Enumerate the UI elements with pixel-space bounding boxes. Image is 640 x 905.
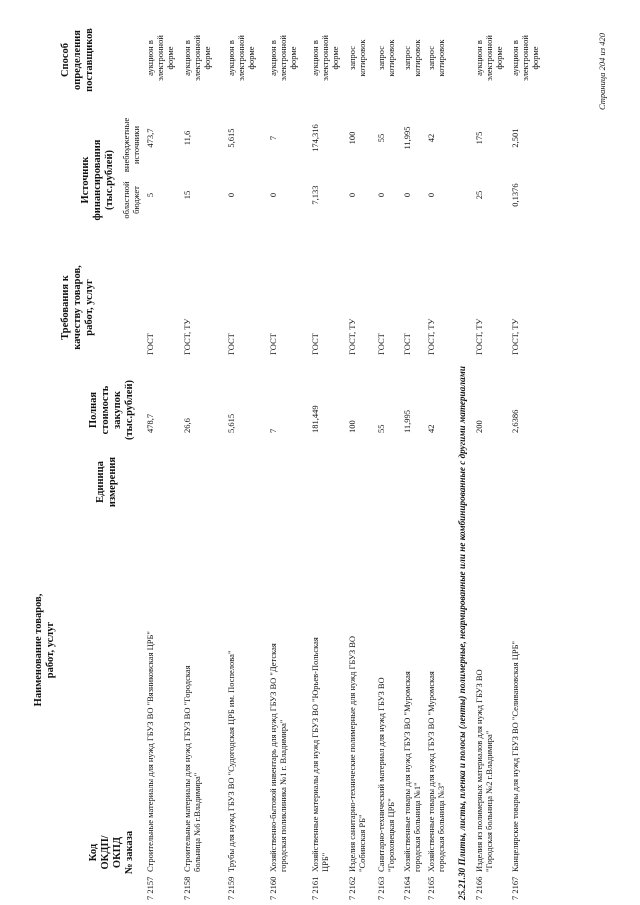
header-requirements: Требования к качеству товаров, работ, услуг [60, 265, 96, 350]
row-cost: 200 [474, 420, 484, 433]
row-method: аукцион в электронной форме [145, 35, 176, 81]
row-cost: 7 [268, 428, 278, 433]
row-method: аукцион в электронной форме [474, 35, 505, 81]
row-name: Хозяйственные товары для нужд ГБУЗ ВО "Муромская городская больница №1" [402, 671, 423, 872]
header-method: Способ определения поставщиков [60, 28, 96, 92]
row-method: запрос котировок [347, 39, 368, 77]
row-code: 7 2161 [310, 876, 320, 900]
row-offbudget: 55 [376, 133, 386, 143]
row-offbudget: 11,995 [402, 126, 412, 150]
row-requirements: ГОСТ [226, 333, 236, 355]
row-code: 7 2166 [474, 876, 484, 900]
row-cost: 42 [426, 424, 436, 433]
header-source-regional: областной бюджет [121, 181, 141, 219]
header-name: Наименование товаров, работ, услуг [33, 593, 57, 707]
row-code: 7 2160 [268, 876, 278, 900]
row-regional: 0 [268, 192, 278, 198]
header-source-offbudget: внебюджетные источники [121, 117, 141, 173]
row-requirements: ГОСТ [268, 333, 278, 355]
row-offbudget: 473,7 [145, 128, 155, 148]
row-method: запрос котировок [376, 39, 397, 77]
row-method: аукцион в электронной форме [226, 35, 257, 81]
row-cost: 100 [347, 420, 357, 433]
section-title: Плиты, листы, пленка и полосы (ленты) полимерные, неармированные или не комбинированные с другими материалами [457, 366, 467, 866]
page-number: Страница 204 из 420 [597, 33, 607, 110]
section-heading [457, 366, 467, 900]
row-cost: 55 [376, 424, 386, 433]
row-cost: 5,615 [226, 413, 236, 433]
header-cost: Полная стоимость закупок (тыс.рублей) [88, 379, 136, 441]
row-regional: 0 [376, 192, 386, 198]
row-offbudget: 100 [347, 131, 357, 145]
row-offbudget: 174,316 [310, 124, 320, 152]
row-code: 7 2157 [145, 876, 155, 900]
row-name: Трубы для нужд ГБУЗ ВО "Судогодская ЦРБ им. Поспелова" [226, 650, 236, 872]
row-requirements: ГОСТ, ТУ [347, 318, 357, 355]
section-code: 25.21.30 [457, 867, 467, 900]
row-requirements: ГОСТ, ТУ [426, 318, 436, 355]
row-name: Изделия санитарно-технические полимерные для нужд ГБУЗ ВО "Собинская РБ" [347, 635, 368, 872]
row-method: аукцион в электронной форме [182, 35, 213, 81]
row-cost: 26,6 [182, 418, 192, 433]
row-cost: 181,449 [310, 405, 320, 433]
row-code: 7 2167 [510, 876, 520, 900]
row-regional: 0 [402, 192, 412, 198]
row-method: аукцион в электронной форме [310, 35, 341, 81]
row-regional: 5 [145, 192, 155, 198]
row-regional: 15 [182, 190, 192, 200]
row-requirements: ГОСТ [310, 333, 320, 355]
row-code: 7 2162 [347, 876, 357, 900]
row-regional: 0,1376 [510, 183, 520, 207]
row-name: Строительные материалы для нужд ГБУЗ ВО "Городская больница №6 г.Владимира" [182, 665, 203, 872]
row-regional: 7,133 [310, 185, 320, 205]
row-offbudget: 175 [474, 131, 484, 145]
row-cost: 478,7 [145, 413, 155, 433]
row-requirements: ГОСТ [145, 333, 155, 355]
row-code: 7 2165 [426, 876, 436, 900]
row-regional: 0 [347, 192, 357, 198]
row-code: 7 2159 [226, 876, 236, 900]
row-requirements: ГОСТ, ТУ [510, 318, 520, 355]
row-offbudget: 11,6 [182, 130, 192, 146]
row-offbudget: 5,615 [226, 128, 236, 148]
row-name: Хозяйственные товары для нужд ГБУЗ ВО "Муромская городская больница №3" [426, 671, 447, 872]
header-source: Источник финансирования (тыс.рублей) [80, 139, 116, 221]
row-requirements: ГОСТ [402, 333, 412, 355]
row-cost: 11,995 [402, 409, 412, 433]
row-regional: 0 [226, 192, 236, 198]
row-regional: 0 [426, 192, 436, 198]
row-name: Изделия из полимерных материалов для нужд ГБУЗ ВО "Городская больница №2 г.Владимира" [474, 669, 495, 872]
row-method: аукцион в электронной форме [268, 35, 299, 81]
row-code: 7 2163 [376, 876, 386, 900]
row-name: Строительные материалы для нужд ГБУЗ ВО "Вязниковская ЦРБ" [145, 631, 155, 872]
row-requirements: ГОСТ, ТУ [474, 318, 484, 355]
header-unit: Единица измерения [95, 456, 119, 508]
row-name: Санитарно-технический материал для нужд ГБУЗ ВО "Гороховецкая ЦРБ" [376, 677, 397, 872]
row-cost: 2,6386 [510, 409, 520, 433]
row-method: запрос котировок [402, 39, 423, 77]
row-code: 7 2164 [402, 876, 412, 900]
row-method: запрос котировок [426, 39, 447, 77]
row-requirements: ГОСТ, ТУ [182, 318, 192, 355]
row-offbudget: 7 [268, 135, 278, 141]
row-offbudget: 42 [426, 133, 436, 143]
row-requirements: ГОСТ [376, 333, 386, 355]
row-name: Хозяйственно-бытовой инвентарь для нужд ГБУЗ ВО "Детская городская поликлиника №1 г. Владимира" [268, 643, 289, 872]
header-code: Код ОКДП/ ОКПД № заказа [88, 830, 136, 875]
row-code: 7 2158 [182, 876, 192, 900]
row-name: Канцелярские товары для нужд ГБУЗ ВО "Селивановская ЦРБ" [510, 641, 520, 872]
row-method: аукцион в электронной форме [510, 35, 541, 81]
row-name: Хозяйственные материалы для нужд ГБУЗ ВО "Юрьев-Польская ЦРБ" [310, 637, 331, 872]
row-regional: 25 [474, 190, 484, 200]
row-offbudget: 2,501 [510, 128, 520, 148]
